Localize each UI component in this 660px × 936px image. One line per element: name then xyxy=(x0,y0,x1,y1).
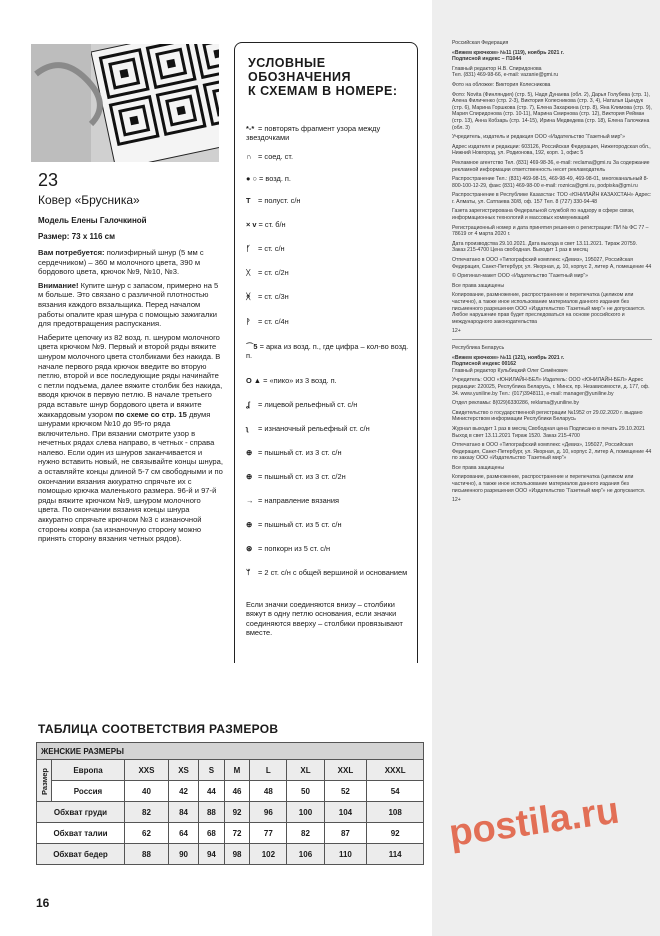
imprint-line: Тел. (831) 469-98-66, e-mail: vazanie@gmi.ru xyxy=(452,72,559,79)
size-table-title: ТАБЛИЦА СООТВЕТСТВИЯ РАЗМЕРОВ xyxy=(38,722,279,736)
imprint-line: Фото: Novita (Финляндия) (стр. 5), Надя Дунаева (обл. 2), Дарья Голубева (стр. 1), Алена Филиченко (стр. 2-3), Виктория Колесникова (стр. 3, 4), Наталья Цындук (стр. 6), Марина Горшкова (стр. 7), Елена Захаркина (стр. 8), Яна Климова (стр. 9), Мария Спиридонова (стр. 10-11), Марина Смирнова (стр. 12), Виктория Рейман (стр. 13), Анна Кобзарь (стр. 14-15), Ирина Медведева (стр. 18), Елена Галочкина (обл. 3) xyxy=(452,91,652,131)
table-cell: 68 xyxy=(199,823,225,844)
imprint-line: Все права защищены xyxy=(452,464,505,471)
rug-pattern-image xyxy=(31,44,219,162)
legend-text: = ст. с/3н xyxy=(256,292,289,301)
legend-item xyxy=(246,174,416,183)
table-cell: 54 xyxy=(367,781,424,802)
table-cell: 108 xyxy=(367,802,424,823)
table-cell: 72 xyxy=(224,823,250,844)
legend-text: = ст. б/н xyxy=(256,220,286,229)
table-cell: XL xyxy=(287,760,324,781)
table-cell: 92 xyxy=(224,802,250,823)
legend-text: = ст. с/4н xyxy=(256,317,289,326)
legend-item xyxy=(246,544,416,553)
table-row xyxy=(37,823,424,844)
imprint-line: © Оригинал-макет ООО «Издательство “Газетный мир”» xyxy=(452,273,589,280)
table-cell: 46 xyxy=(224,781,250,802)
legend-symbol: ᚹ xyxy=(246,317,251,326)
legend-item xyxy=(246,342,416,360)
materials-label: Вам потребуется: xyxy=(38,248,105,257)
legend-text: = возд. п. xyxy=(256,174,291,183)
legend-text: = ст. с/2н xyxy=(256,268,289,277)
procedure-paragraph xyxy=(38,333,224,544)
imprint-line xyxy=(452,361,652,368)
imprint-line: Регистрационный номер и дата принятия решения о регистрации: ПИ № ФС 77 – 78619 от 4 марта 2020 г. xyxy=(452,224,649,238)
imprint-line: Рекламное агентство Тел. (831) 469-98-36, e-mail: reclama@gmi.ru За содержание рекламной информации ответственность несет рекламодатель xyxy=(452,159,650,173)
legend-symbol: ● ○ xyxy=(246,174,257,183)
table-cell: 64 xyxy=(168,823,198,844)
legend-title xyxy=(248,56,398,98)
legend-symbol: × v xyxy=(246,220,257,229)
model-author: Модель Елены Галочкиной xyxy=(38,216,147,225)
table-cell: XXL xyxy=(324,760,367,781)
size-table xyxy=(36,742,424,865)
imprint-line xyxy=(452,56,652,63)
row-label: Обхват талии xyxy=(37,823,125,844)
procedure-text-1: Наберите цепочку из 82 возд. п. шнуром молочного цвета крючком №9. Первый и второй ряды вяжите шнуром молочного цвета столбиками без накида. В начале первого ряда крючок введите во вторую петлю, второй и все последующие ряды начинайте с петли подъема, далее вяжите столбик без накида, вводя крючок в первую петлю. В начале третьего ряда вставьте шнур бордового цвета и вяжите жаккардовым узором xyxy=(38,332,223,419)
instructions xyxy=(38,248,224,548)
legend-text: = арка из возд. п., где цифра – кол-во возд. п. xyxy=(246,342,409,360)
legend-item xyxy=(246,220,416,229)
legend-item xyxy=(246,400,416,409)
legend-symbol: ⊕ xyxy=(246,448,253,457)
table-cell: 44 xyxy=(199,781,225,802)
table-cell: 82 xyxy=(125,802,169,823)
table-cell: 87 xyxy=(324,823,367,844)
imprint-line: Свидетельство о государственной регистрации №1952 от 29.02.2020 г. выдано Министерством информации Республики Беларусь xyxy=(452,409,643,423)
imprint-line: Копирование, размножение, распространение и перепечатка (целиком или частично), а также иное использование материалов данного издания без письменного разрешения ООО «Издательство “Газетный мир”» не допускается. xyxy=(452,474,646,494)
legend-item xyxy=(246,424,416,433)
imprint-line: Отпечатано в ООО «Типографский комплекс «Девиз», 195027, Российская Федерация, Санкт-Петербург, ул. Якорная, д. 10, корпус 2, литер А, помещение 44 xyxy=(452,257,652,270)
legend-symbol: T xyxy=(246,196,251,205)
legend-text: = 2 ст. с/н с общей вершиной и основанием xyxy=(256,568,408,577)
legend-symbol: ᚶ xyxy=(246,244,251,253)
table-row xyxy=(37,844,424,865)
imprint-line: Республика Беларусь xyxy=(452,344,505,351)
imprint-line: Главный редактор Н.В. Спиридонова xyxy=(452,65,542,72)
row-label: Обхват бедер xyxy=(37,844,125,865)
table-header: ЖЕНСКИЕ РАЗМЕРЫ xyxy=(37,743,424,760)
table-cell: 50 xyxy=(287,781,324,802)
table-cell: 52 xyxy=(324,781,367,802)
legend-text: = пышный ст. из 5 ст. с/н xyxy=(256,520,342,529)
imprint-line: Все права защищены xyxy=(452,282,505,289)
scheme-reference: по схеме со стр. 15 xyxy=(115,409,187,419)
table-cell: 62 xyxy=(125,823,169,844)
table-cell: 77 xyxy=(250,823,287,844)
table-cell: 84 xyxy=(168,802,198,823)
legend-symbol: *-* xyxy=(246,124,255,133)
materials-paragraph xyxy=(38,248,224,277)
watermark-text: postila.ru xyxy=(446,789,622,855)
legend-item xyxy=(246,244,416,253)
legend-symbol: ᚷ xyxy=(246,268,251,277)
table-cell: 104 xyxy=(324,802,367,823)
imprint-line: Журнал выходит 1 раз в месяц Свободная цена Подписано в печать 29.10.2021 Выход в свет 13.11.2021 Тираж 1520. Заказ 215-4700 xyxy=(452,425,645,439)
row-label: Европа xyxy=(52,760,125,781)
imprint-line: Отпечатано в ООО «Типографский комплекс «Девиз», 195027, Российская Федерация, Санкт-Петербург, ул. Якорная, д. 10, корпус 2, литер А, помещение 44 по заказу ООО «Издательство “Газетный мир”» xyxy=(452,442,652,462)
legend-text: = соед. ст. xyxy=(256,152,293,161)
legend-item xyxy=(246,520,416,529)
legend-text: = направление вязания xyxy=(256,496,339,505)
legend-text: = попкорн из 5 ст. с/н xyxy=(256,544,331,553)
imprint-issue-by: «Вяжем крючком» №11 (121), ноябрь 2021 г. xyxy=(452,354,565,361)
table-cell: XXXL xyxy=(367,760,424,781)
table-cell: 114 xyxy=(367,844,424,865)
imprint-line: Российская Федерация xyxy=(452,40,509,46)
imprint-issue: «Вяжем крючком» №11 (119), ноябрь 2021 г. xyxy=(452,49,564,56)
legend-item xyxy=(246,496,416,505)
legend-symbol: Ο ▲ xyxy=(246,376,262,385)
legend-item xyxy=(246,268,416,277)
legend-symbol: ⊛ xyxy=(246,544,253,553)
legend-title-line: К СХЕМАМ В НОМЕРЕ: xyxy=(248,84,398,98)
attention-label: Внимание! xyxy=(38,280,79,290)
imprint-line: Учредитель, издатель и редакция ООО «Издательство “Газетный мир”» xyxy=(452,134,626,141)
imprint-line: 12+ xyxy=(452,328,461,335)
table-cell: L xyxy=(250,760,287,781)
table-cell: 88 xyxy=(125,844,169,865)
legend-item xyxy=(246,292,416,301)
table-cell: 98 xyxy=(224,844,250,865)
legend-item xyxy=(246,317,416,326)
page-number: 16 xyxy=(36,896,50,910)
legend-symbol: ⊕ xyxy=(246,520,253,529)
legend-note: Если значки соединяются внизу – столбики вяжут в одну петлю основания, если значки соединяются вверху – столбики провязывают вместе. xyxy=(246,600,403,638)
legend-item xyxy=(246,124,416,142)
legend-symbol: → xyxy=(246,496,254,505)
imprint-line: 12+ xyxy=(452,497,461,504)
table-cell: 88 xyxy=(199,802,225,823)
imprint-line: Учредитель: ООО «ЮНИЛАЙН-БЕЛ» Издатель: ООО «ЮНИЛАЙН-БЕЛ» Адрес редакции: 220025, Республика Беларусь, г. Минск, пр. Независимости, д. 177, оф. 34. www.yuniline.by Тел.: (017)3948111, e-mail: manager@yuniline.by xyxy=(452,377,650,397)
table-cell: M xyxy=(224,760,250,781)
imprint-index: Подписной индекс – П1044 xyxy=(452,56,522,63)
attention-paragraph xyxy=(38,281,224,329)
legend-item xyxy=(246,448,416,457)
legend-text: = лицевой рельефный ст. с/н xyxy=(256,400,358,409)
rug-photo xyxy=(31,44,219,162)
imprint-line: Газета зарегистрирована Федеральной службой по надзору в сфере связи, информационных технологий и массовых коммуникаций xyxy=(452,208,635,222)
table-cell: 40 xyxy=(125,781,169,802)
imprint-line: Отдел рекламы: 8(029)6330286, reklama@yuniline.by xyxy=(452,400,579,407)
imprint-text xyxy=(452,40,652,507)
legend-title-line: УСЛОВНЫЕ xyxy=(248,56,326,70)
legend-symbol: ʅ xyxy=(246,424,249,433)
table-cell: 42 xyxy=(168,781,198,802)
legend-symbol: ⊕ xyxy=(246,472,253,481)
legend-text: = пышный ст. из 3 ст. с/2н xyxy=(256,472,346,481)
watermark-logo xyxy=(440,752,660,882)
table-cell: 90 xyxy=(168,844,198,865)
legend-symbol: ʆ xyxy=(246,400,250,409)
table-cell: XXS xyxy=(125,760,169,781)
legend-text: = пышный ст. из 3 ст. с/н xyxy=(256,448,342,457)
imprint-line: Дата производства 29.10.2021. Дата выхода в свет 13.11.2021. Тираж 20759. Заказ 215-4700 Цена свободная. Выходит 1 раз в месяц xyxy=(452,240,638,254)
procedure-text-2: двумя шнурами крючком №10 до 95-го ряда включительно. При вязании смотрите узор в нечетных рядах слева направо, в четных - справа налево. Если один из шнуров заканчивается и нужно вставить новый, не связывайте концы шнура, а оставляйте концы длиной 5-7 см свободными и по окончании вязания аккуратно спрячьте их с помощью крючка маленького размера. 96-й и 97-й ряды вяжите крючком №9, шнуром молочного цвета. По окончании вязания концы шнура аккуратно спрячьте крючком №3 с изнаночной стороны ковра (за изнаночную сторону можно принять сторону вязания четных рядов). xyxy=(38,409,223,544)
table-cell: XS xyxy=(168,760,198,781)
article-title: Ковер «Брусника» xyxy=(38,193,140,207)
table-row xyxy=(37,802,424,823)
legend-title-line: ОБОЗНАЧЕНИЯ xyxy=(248,70,351,84)
table-cell: 92 xyxy=(367,823,424,844)
legend-item xyxy=(246,472,416,481)
table-row xyxy=(37,781,424,802)
materials-text: полиэфирный шнур (5 мм с сердечником) – 360 м молочного цвета, 390 м бордового цвета, крючок №9, №10, №3. xyxy=(38,248,204,277)
table-cell: 94 xyxy=(199,844,225,865)
imprint-line: Распространение Тел.: (831) 469-98-15, 469-98-49, 469-98-01, многоканальный 8-800-100-12-29, факс (831) 469-98-00 e-mail: roznica@gmi.ru, podpiska@gmi.ru xyxy=(452,176,649,189)
row-label: Россия xyxy=(52,781,125,802)
row-label: Обхват груди xyxy=(37,802,125,823)
legend-text: = полуст. с/н xyxy=(256,196,301,205)
rug-size: Размер: 73 x 116 см xyxy=(38,232,115,241)
legend-text: = изнаночный рельефный ст. с/н xyxy=(256,424,370,433)
group-label: Размер xyxy=(37,760,52,802)
table-cell: 82 xyxy=(287,823,324,844)
table-cell: 102 xyxy=(250,844,287,865)
legend-text: = ст. с/н xyxy=(256,244,285,253)
table-cell: 110 xyxy=(324,844,367,865)
attention-text: Купите шнур с запасом, примерно на 5 м больше. Это связано с различной плотностью вязания каждого вязальщика. Перед началом работы опалите края шнура с помощью зажигалки для предотвращения распускания. xyxy=(38,280,219,329)
legend-text: = повторять фрагмент узора между звездочками xyxy=(246,124,381,142)
imprint-line: Копирование, размножение, распространение и перепечатка (целиком или частично), а также иное использование материалов данного издания без письменного разрешения ООО «Издательство “Газетный мир”» не допускается. Любое нарушение прав будет преследоваться на основе российского и международного законодательства xyxy=(452,292,646,325)
legend-item xyxy=(246,152,416,161)
legend-item xyxy=(246,376,416,385)
imprint-divider xyxy=(452,339,652,340)
article-number: 23 xyxy=(38,170,59,190)
table-row xyxy=(37,760,424,781)
table-cell: 106 xyxy=(287,844,324,865)
table-cell: S xyxy=(199,760,225,781)
imprint-line: Адрес издателя и редакции: 603126, Российская Федерация, Нижегородская обл., Нижний Новгород, ул. Родионова, 192, корп. 1, офис 5 xyxy=(452,143,651,157)
imprint-line: Фото на обложке: Виктория Колесникова xyxy=(452,81,551,88)
legend-text: = «пико» из 3 возд. п. xyxy=(261,376,337,385)
table-cell: 96 xyxy=(250,802,287,823)
imprint-line: Распространение в Республике Казахстан: ТОО «ЮНИЛАЙН КАЗАХСТАН» Адрес: г. Алматы, ул. Сатпаева 30/8, оф. 157 Тел. 8 (727) 330-94-48 xyxy=(452,192,652,205)
table-cell: 100 xyxy=(287,802,324,823)
legend-symbol: ᚸ xyxy=(246,292,251,301)
legend-item xyxy=(246,196,416,205)
imprint-line: Главный редактор Кульбицкий Олег Семёнович xyxy=(452,367,568,374)
legend-symbol: ᛘ xyxy=(246,568,251,577)
legend-symbol: ⌒5 xyxy=(246,342,258,351)
legend-item xyxy=(246,568,416,577)
legend-symbol: ∩ xyxy=(246,152,252,161)
imprint-index-by: Подписной индекс 00162 xyxy=(452,361,517,368)
table-cell: 48 xyxy=(250,781,287,802)
